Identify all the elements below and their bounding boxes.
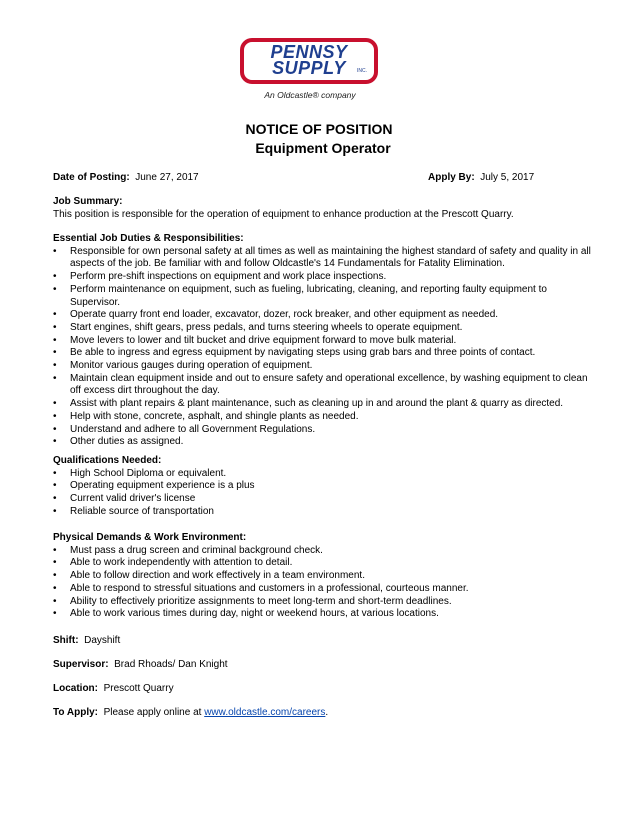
apply-row (53, 707, 328, 719)
list-item: • Responsible for own personal safety at all times as well as maintaining the highest standard of safety and quality in all aspects of the job. Be familiar with and follow Oldcastle's 14 Fundamentals for Fatality Elimination. (53, 245, 591, 270)
apply-label: To Apply: (53, 707, 98, 718)
posting-date-label: Date of Posting: (53, 172, 130, 183)
shift-value: Dayshift (84, 635, 121, 646)
list-item: • Be able to ingress and egress equipment by navigating steps using grab bars and three points of contact. (53, 347, 536, 359)
document-title: NOTICE OF POSITION (245, 121, 393, 137)
physical-demands-heading: Physical Demands & Work Environment: (53, 532, 247, 543)
logo-word-supply: SUPPLY (272, 58, 346, 78)
list-item: • Operate quarry front end loader, excavator, dozer, rock breaker, and other equipment as needed. (53, 309, 499, 321)
posting-date-value: June 27, 2017 (135, 172, 199, 183)
apply-text: Please apply online at (103, 707, 202, 718)
job-summary-heading: Job Summary: (53, 196, 123, 207)
list-item: • Operating equipment experience is a plus (53, 480, 255, 492)
qualifications-heading: Qualifications Needed: (53, 455, 162, 466)
list-item: • Ability to effectively prioritize assignments to meet long-term and short-term deadlines. (53, 595, 452, 607)
qualifications-list (53, 468, 593, 519)
shift-row (53, 635, 120, 647)
company-logo (240, 38, 380, 104)
physical-demands-list (53, 545, 593, 621)
qualifications-section (53, 455, 593, 519)
list-item: • Other duties as assigned. (53, 436, 184, 448)
apply-period: . (325, 707, 329, 718)
logo-word-pennsy: PENNSY (270, 42, 348, 62)
list-item: • Assist with plant repairs & plant maintenance, such as cleaning up in and around the plant & quarry as directed. (53, 398, 564, 410)
apply-by-row (428, 172, 534, 184)
list-item: • Understand and adhere to all Government Regulations. (53, 423, 316, 435)
location-value: Prescott Quarry (103, 683, 174, 694)
physical-demands-section (53, 532, 593, 621)
logo-inc: INC. (357, 68, 367, 74)
list-item: • Perform maintenance on equipment, such as fueling, lubricating, cleaning, and reporting faulty equipment to Supervisor. (53, 283, 547, 308)
supervisor-label: Supervisor: (53, 659, 109, 670)
logo-tagline: An Oldcastle® company (264, 90, 356, 100)
list-item: • Perform pre-shift inspections on equipment and work place inspections. (53, 271, 387, 283)
position-title: Equipment Operator (255, 140, 391, 156)
location-label: Location: (53, 683, 98, 694)
apply-by-value: July 5, 2017 (480, 172, 535, 183)
careers-link[interactable]: www.oldcastle.com/careers (204, 707, 326, 718)
apply-by-label: Apply By: (428, 172, 475, 183)
shift-label: Shift: (53, 635, 79, 646)
list-item: • Help with stone, concrete, asphalt, and shingle plants as needed. (53, 410, 359, 422)
duties-section (53, 233, 593, 449)
list-item: • Start engines, shift gears, press pedals, and turns steering wheels to operate equipment. (53, 321, 463, 333)
list-item: • Current valid driver's license (53, 493, 196, 505)
list-item: • Maintain clean equipment inside and out to ensure safety and operational excellence, by washing equipment to clean off excess dirt throughout the day. (53, 372, 588, 397)
location-row (53, 683, 174, 695)
list-item: • Able to work various times during day, night or weekend hours, at various locations. (53, 608, 439, 620)
list-item: • Reliable source of transportation (53, 505, 214, 517)
duties-heading: Essential Job Duties & Responsibilities: (53, 233, 244, 244)
list-item: • Must pass a drug screen and criminal background check. (53, 544, 323, 556)
job-summary-section (53, 196, 593, 221)
supervisor-value: Brad Rhoads/ Dan Knight (114, 659, 228, 670)
duties-list (53, 246, 593, 449)
list-item: • Able to work independently with attention to detail. (53, 557, 293, 569)
posting-date-row (53, 172, 199, 184)
list-item: • Move levers to lower and tilt bucket and drive equipment forward to move bulk material. (53, 334, 457, 346)
list-item: • Able to follow direction and work effectively in a team environment. (53, 570, 365, 582)
supervisor-row (53, 659, 228, 671)
list-item: • Monitor various gauges during operation of equipment. (53, 360, 313, 372)
list-item: • High School Diploma or equivalent. (53, 467, 227, 479)
list-item: • Able to respond to stressful situations and customers in a professional, courteous manner. (53, 582, 469, 594)
job-summary-text: This position is responsible for the operation of equipment to enhance production at the Prescott Quarry. (53, 208, 514, 220)
